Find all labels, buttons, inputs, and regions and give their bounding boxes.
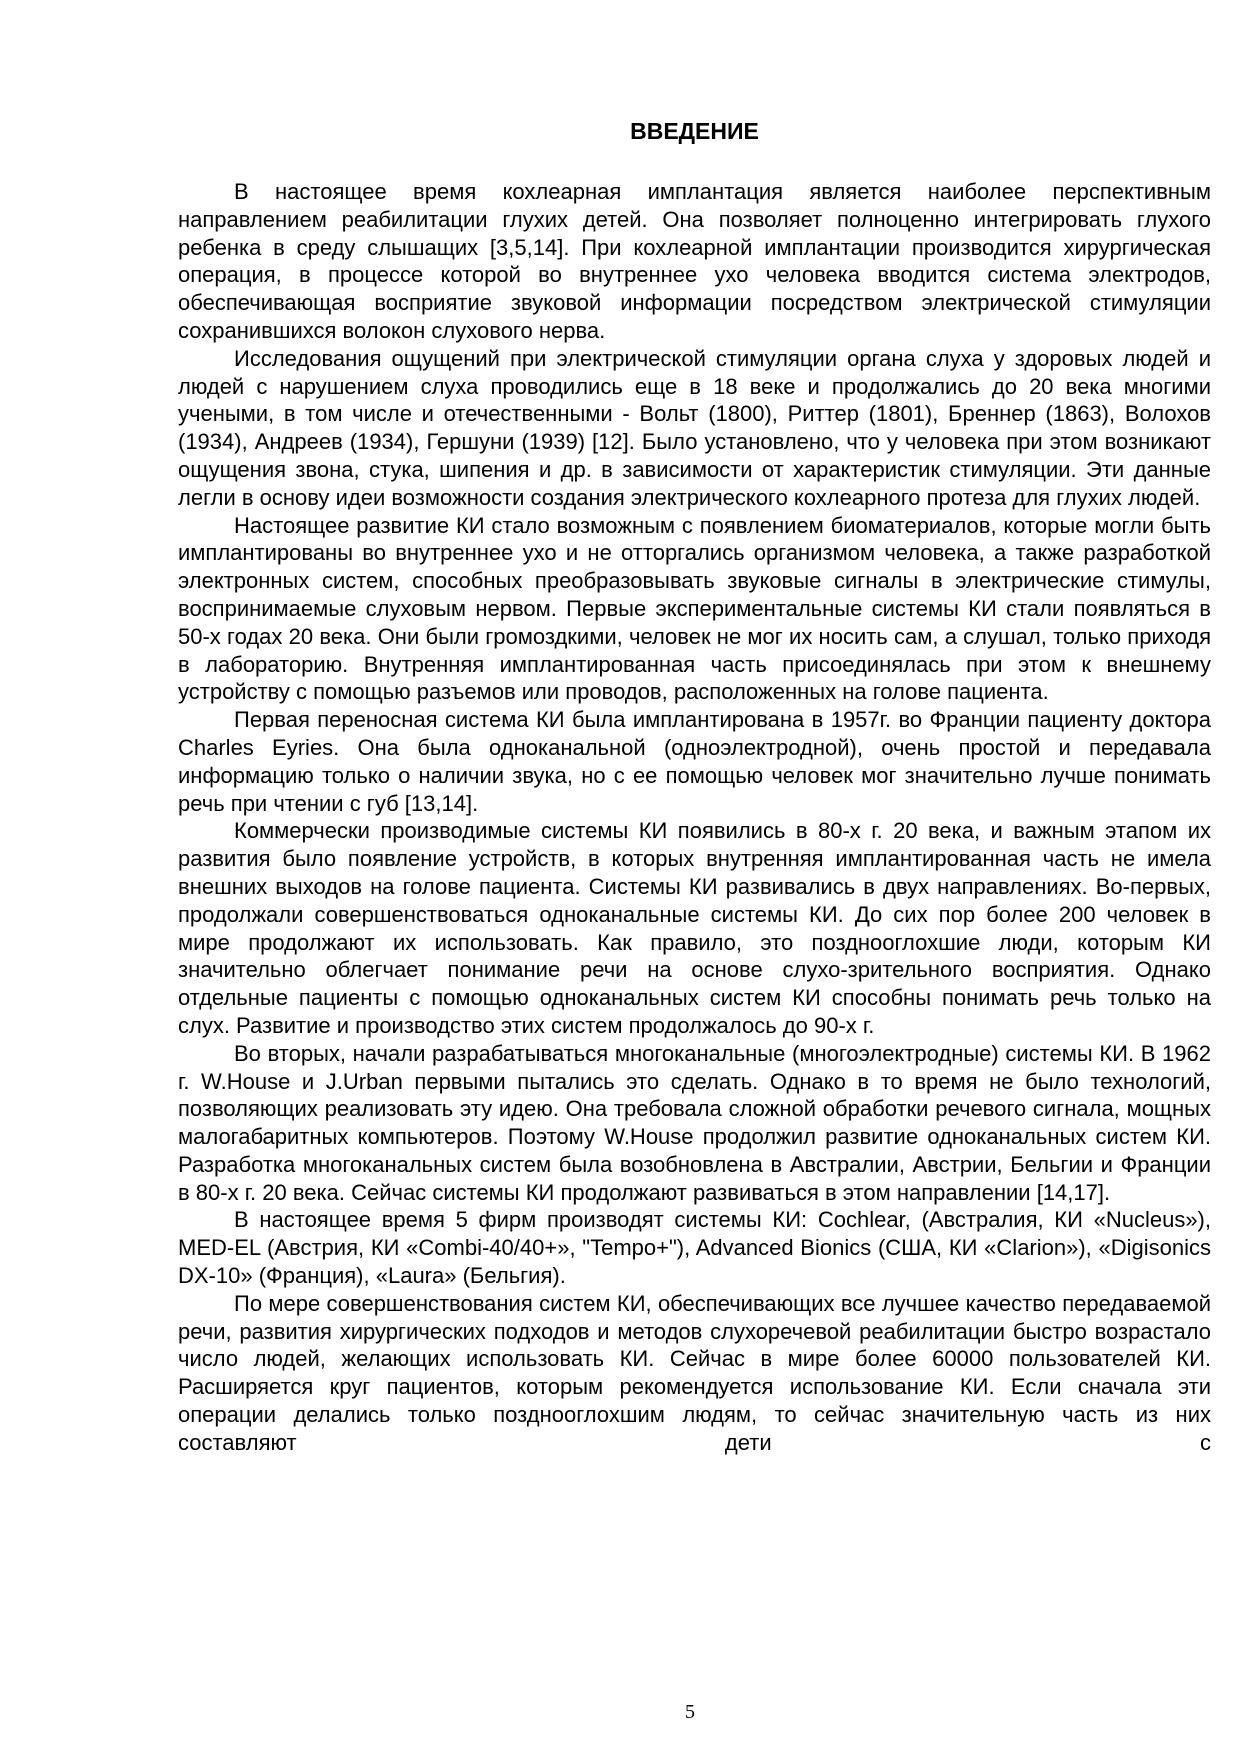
paragraph-introduction: В настоящее время кохлеарная имплантация является наиболее перспективным направлением реабилитации глухих детей. Она позволяет полноценно интегрировать глухого ребенка в среду слышащих [3,5,14]. При кохлеарной имплантации производится хирургическая операция, в процессе которой во внутреннее ухо человека вводится система электродов, обеспечивающая восприятие звуковой информации посредством электрической стимуляции сохранившихся волокон слухового нерва. bbox=[178, 179, 1211, 343]
paragraph-commercial-systems: Коммерчески производимые системы КИ появились в 80-х г. 20 века, и важным этапом их развития было появление устройств, в которых внутренняя имплантированная часть не имела внешних выходов на голове пациента. Системы КИ развивались в двух направлениях. Во-первых, продолжали совершенствоваться одноканальные системы КИ. До сих пор более 200 человек в мире продолжают их использовать. Как правило, это позднооглохшие люди, которым КИ значительно облегчает понимание речи на основе слухо-зрительного восприятия. Однако отдельные пациенты с помощью одноканальных систем КИ способны понимать речь только на слух. Развитие и производство этих систем продолжалось до 90-х г. bbox=[178, 818, 1211, 1038]
paragraph-multichannel-systems: Во вторых, начали разрабатываться многоканальные (многоэлектродные) системы КИ. В 1962 г. W.House и J.Urban первыми пытались это сделать. Однако в то время не было технологий, позволяющих реализовать эту идею. Она требовала сложной обработки речевого сигнала, мощных малогабаритных компьютеров. Поэтому W.House продолжил развитие одноканальных систем КИ. Разработка многоканальных систем была возобновлена в Австралии, Австрии, Бельгии и Франции в 80-х г. 20 века. Сейчас системы КИ продолжают развиваться в этом направлении [14,17]. bbox=[178, 1040, 1211, 1205]
paragraph-history-research: Исследования ощущений при электрической стимуляции органа слуха у здоровых людей и людей с нарушением слуха проводились еще в 18 веке и продолжались до 20 века многими учеными, в том числе и отечественными - Вольт (1800), Риттер (1801), Бреннер (1863), Волохов (1934), Андреев (1934), Гершуни (1939) [12]. Было установлено, что у человека при этом возникают ощущения звона, стука, шипения и др. в зависимости от характеристик стимуляции. Эти данные легли в основу идеи возможности создания электрического кохлеарного протеза для глухих людей. bbox=[178, 345, 1211, 510]
paragraph-development: Настоящее развитие КИ стало возможным с появлением биоматериалов, которые могли быть имплантированы во внутреннее ухо и не отторгались организмом человека, а также разработкой электронных систем, способных преобразовывать звуковые сигналы в электрические стимулы, воспринимаемые слуховым нервом. Первые экспериментальные системы КИ стали появляться в 50-х годах 20 века. Они были громоздкими, человек не мог их носить сам, а слушал, только приходя в лабораторию. Внутренняя имплантированная часть присоединялась при этом к внешнему устройству с помощью разъемов или проводов, расположенных на голове пациента. bbox=[178, 512, 1211, 705]
document-body bbox=[178, 178, 1211, 1457]
page-number: 5 bbox=[685, 1701, 695, 1723]
paragraph-manufacturers: В настоящее время 5 фирм производят системы КИ: Cochlear, (Австралия, КИ «Nucleus»), MED-EL (Австрия, КИ «Combi-40/40+», "Tempo+"), Advanced Bionics (США, КИ «Clarion»), «Digisonics DX-10» (Франция), «Laura» (Бельгия). bbox=[178, 1207, 1211, 1289]
paragraph-first-portable-system: Первая переносная система КИ была имплантирована в 1957г. во Франции пациенту доктора Charles Eyries. Она была одноканальной (одноэлектродной), очень простой и передавала информацию только о наличии звука, но с ее помощью человек мог значительно лучше понимать речь при чтении с губ [13,14]. bbox=[178, 707, 1211, 816]
page-title: ВВЕДЕНИЕ bbox=[630, 118, 759, 144]
paragraph-users-growth: По мере совершенствования систем КИ, обеспечивающих все лучшее качество передаваемой речи, развития хирургических подходов и методов слухоречевой реабилитации быстро возрастало число людей, желающих использовать КИ. Сейчас в мире более 60000 пользователей КИ. Расширяется круг пациентов, которым рекомендуется использование КИ. Если сначала эти операции делались только позднооглохшим людям, то сейчас значительную часть из них составляют дети с bbox=[178, 1290, 1211, 1455]
